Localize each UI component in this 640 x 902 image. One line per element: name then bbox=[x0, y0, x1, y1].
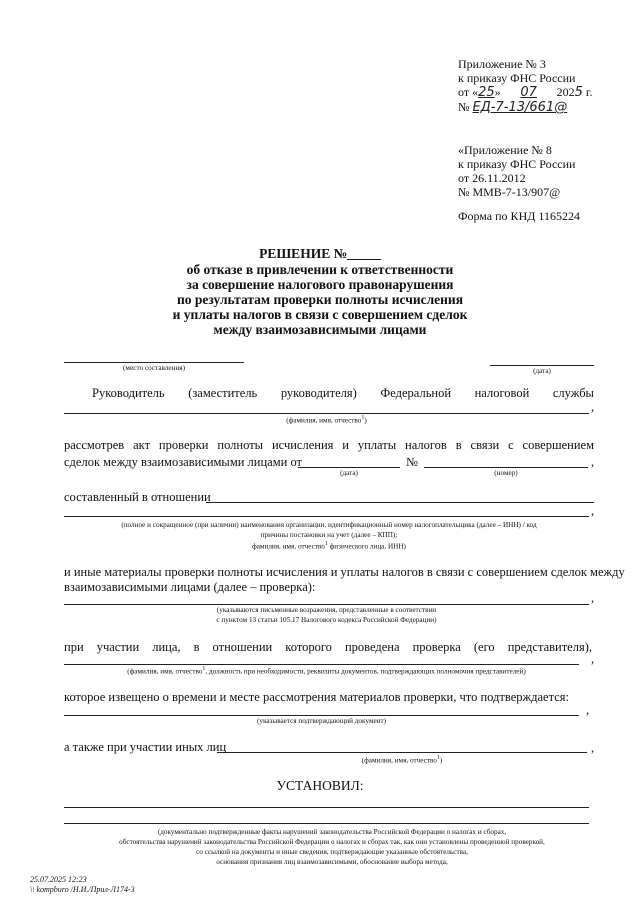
objection-hint1: (указываются письменные возражения, представленные в соответствии bbox=[216, 606, 437, 614]
place-hint: (место составления) bbox=[123, 364, 185, 372]
fio-hint: (фамилия, имя, отчество$^1$) bbox=[286, 415, 367, 425]
appendix8-line3: от 26.11.2012 bbox=[458, 171, 526, 185]
established-heading: УСТАНОВИЛ: bbox=[276, 778, 364, 793]
appendix8-line2: к приказу ФНС России bbox=[458, 157, 576, 171]
reviewed-line: рассмотрев акт проверки полноты исчисления и уплаты налогов в связи с совершением bbox=[64, 438, 594, 452]
act-number-line[interactable] bbox=[424, 467, 588, 468]
org-hint1: (полное и сокращенное (при наличии) наименования организации, идентификационный номер налогоплательщика (далее – ИНН) / код bbox=[121, 521, 537, 529]
comma: , bbox=[591, 652, 595, 666]
facts-hint1: (документально подтвержденные факты нарушений законодательства Российской Федерации о налогах и сборах, bbox=[157, 828, 507, 836]
word: руководителя) bbox=[280, 386, 357, 400]
comma: , bbox=[586, 703, 590, 717]
title-line1: РЕШЕНИЕ №_____ bbox=[259, 246, 381, 261]
appendix8-line4: № ММВ-7-13/907@ bbox=[458, 185, 561, 199]
comma: , bbox=[591, 455, 595, 469]
comma: , bbox=[591, 504, 595, 518]
title-line6: между взаимозависимыми лицами bbox=[213, 322, 427, 337]
others-line[interactable] bbox=[217, 752, 587, 753]
date-day: 25 bbox=[478, 85, 495, 100]
appendix3-line1: Приложение № 3 bbox=[458, 57, 546, 71]
act-date-line[interactable] bbox=[298, 467, 400, 468]
comma: , bbox=[591, 741, 595, 755]
date-month: 07 bbox=[520, 85, 537, 100]
others-hint: (фамилия, имя, отчество$^1$) bbox=[361, 755, 443, 765]
participant-hint: (фамилия, имя, отчество$^1$, должность при необходимости, реквизиты документов, подтверждающих полномочия представителей) bbox=[127, 666, 526, 676]
head-fio-line[interactable] bbox=[64, 413, 589, 414]
reviewed-line2: сделок между взаимозависимыми лицами от bbox=[64, 455, 302, 469]
footer-timestamp: 25.07.2025 12:23 bbox=[30, 875, 87, 884]
title-line4: по результатам проверки полноты исчисления bbox=[176, 292, 464, 307]
established-line1[interactable] bbox=[64, 807, 589, 808]
date-mid: » bbox=[494, 85, 501, 99]
word: службы bbox=[552, 386, 594, 400]
word: налоговой bbox=[474, 386, 530, 400]
date-year-prefix: 202 bbox=[556, 85, 575, 99]
footer-path: \\ kompburo /Н.И./Прил-Л174-3 bbox=[30, 885, 135, 894]
date-year-digit: 5 bbox=[574, 85, 583, 100]
also-label: а также при участии иных лиц bbox=[64, 740, 227, 754]
date-line[interactable] bbox=[490, 365, 594, 366]
date-year-suffix: г. bbox=[585, 85, 593, 99]
number-prefix: № bbox=[458, 100, 470, 114]
title-line5: и уплаты налогов в связи с совершением сделок bbox=[172, 307, 468, 322]
appendix3-date bbox=[458, 85, 593, 100]
materials-line2: взаимозависимыми лицами (далее – проверка): bbox=[64, 580, 316, 594]
word: Руководитель bbox=[92, 386, 165, 400]
date-prefix: от « bbox=[458, 85, 479, 99]
comma: , bbox=[591, 591, 595, 605]
comma: , bbox=[591, 400, 595, 414]
appendix3-line2: к приказу ФНС России bbox=[458, 71, 576, 85]
appendix3-number bbox=[458, 100, 567, 115]
act-date-hint: (дата) bbox=[340, 469, 358, 477]
act-num-sign: № bbox=[406, 455, 418, 469]
notified-fill-line[interactable] bbox=[64, 715, 579, 716]
materials-line1: и иные материалы проверки полноты исчисления и уплаты налогов в связи с совершением сделок между bbox=[64, 565, 625, 579]
confirm-hint: (указывается подтверждающий документ) bbox=[256, 717, 387, 725]
word: (заместитель bbox=[188, 386, 258, 400]
place-line[interactable] bbox=[64, 362, 244, 363]
word: Федеральной bbox=[380, 386, 452, 400]
composed-label: составленный в отношении bbox=[64, 490, 211, 504]
org-hint3: фамилия, имя, отчество$^1$ физического лица, ИНН) bbox=[252, 541, 406, 551]
facts-hint3: со ссылкой на документы и иные сведения, подтверждающие указанные обстоятельства, bbox=[196, 848, 468, 856]
notified-line: которое извещено о времени и месте рассмотрения материалов проверки, что подтверждается: bbox=[64, 690, 569, 704]
established-line2[interactable] bbox=[64, 823, 589, 824]
date-hint: (дата) bbox=[533, 367, 551, 375]
title-line2: об отказе в привлечении к ответственности bbox=[186, 262, 454, 277]
act-number-hint: (номер) bbox=[494, 469, 518, 477]
org-hint2: причины постановки на учет (далее – КПП); bbox=[260, 531, 398, 539]
form-code: Форма по КНД 1165224 bbox=[458, 209, 580, 223]
handwritten-number: ЕД-7-13/661@ bbox=[472, 100, 568, 115]
facts-hint4: основания признания лиц взаимозависимыми, обоснование выбора метода, bbox=[216, 858, 448, 866]
appendix8-line1: «Приложение № 8 bbox=[458, 143, 552, 157]
composed-line[interactable] bbox=[206, 502, 594, 503]
participant-line[interactable] bbox=[64, 664, 579, 665]
participation-line: при участии лица, в отношении которого проведена проверка (его представителя), bbox=[64, 640, 592, 654]
objection-hint2: с пунктом 13 статьи 105.17 Налогового кодекса Российской Федерации) bbox=[216, 616, 437, 624]
head-line bbox=[92, 386, 594, 401]
facts-hint2: обстоятельства нарушений законодательства Российской Федерации о налогах и сборах так, как они установлены проведенной проверкой, bbox=[119, 838, 545, 846]
materials-line[interactable] bbox=[64, 604, 589, 605]
composed-line2[interactable] bbox=[64, 516, 589, 517]
title-line3: за совершение налогового правонарушения bbox=[186, 277, 454, 292]
